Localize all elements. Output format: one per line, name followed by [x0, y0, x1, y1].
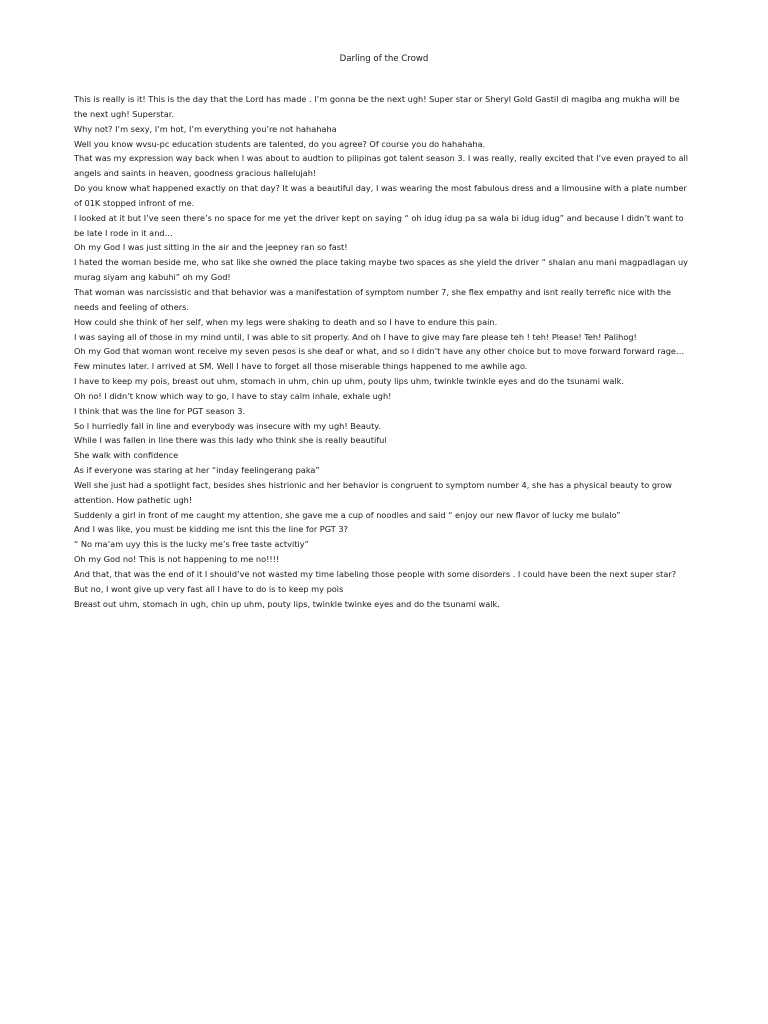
paragraph: “ No ma’am uyy this is the lucky me’s free taste actvitiy” [74, 539, 309, 550]
paragraph: Why not? I’m sexy, I’m hot, I’m everything you’re not hahahaha [74, 123, 337, 134]
paragraph: Oh no! I didn’t know which way to go, I have to stay calm inhale, exhale ugh! [74, 390, 392, 401]
paragraph: I have to keep my pois, breast out uhm, stomach in uhm, chin up uhm, pouty lips uhm, twinkle twinkle eyes and do the tsunami walk. [74, 376, 624, 387]
paragraph: I looked at it but I’ve seen there’s no space for me yet the driver kept on saying “ oh idug idug pa sa wala bi idug idug” and because I didn’t want to be late I rode in it and… [74, 212, 684, 238]
document-body [74, 92, 688, 612]
paragraph: Few minutes later. I arrived at SM. Well I have to forget all those miserable things happened to me awhile ago. [74, 361, 528, 372]
paragraph: She walk with confidence [74, 450, 179, 461]
paragraph: But no, I wont give up very fast all I have to do is to keep my pois [74, 583, 344, 594]
paragraph: Well she just had a spotlight fact, besides shes histrionic and her behavior is congruent to symptom number 4, she has a physical beauty to grow attention. How pathetic ugh! [74, 479, 672, 505]
paragraph: I think that was the line for PGT season 3. [74, 405, 246, 416]
paragraph: While I was fallen in line there was this lady who think she is really beautiful [74, 435, 387, 446]
paragraph: Do you know what happened exactly on that day? It was a beautiful day, I was wearing the most fabulous dress and a limousine with a plate number of 01K stopped infront of me. [74, 183, 687, 208]
paragraph: Oh my God no! This is not happening to me no!!!! [74, 554, 280, 565]
paragraph: As if everyone was staring at her “inday feelingerang paka” [74, 465, 320, 476]
paragraph: That was my expression way back when I was about to audtion to pilipinas got talent season 3. I was really, really excited that I’ve even prayed to all angels and saints in heaven, goodness gracious hallelujah! [74, 153, 689, 179]
paragraph: I hated the woman beside me, who sat like she owned the place taking maybe two spaces as she yield the driver “ shalan anu mani magpadlagan uy murag siyam ang kabuhi” oh my God! [74, 257, 689, 283]
document-title: Darling of the Crowd [339, 54, 429, 64]
paragraph: How could she think of her self, when my legs were shaking to death and so I have to endure this pain. [74, 316, 498, 327]
paragraph: That woman was narcissistic and that behavior was a manifestation of symptom number 7, she flex empathy and isnt really terrefic nice with the needs and feeling of others. [74, 286, 672, 312]
paragraph: Suddenly a girl in front of me caught my attention, she gave me a cup of noodles and said “ enjoy our new flavor of lucky me bulalo” [74, 509, 621, 520]
paragraph: This is really is it! This is the day that the Lord has made . I’m gonna be the next ugh! Super star or Sheryl Gold Gastil di magiba ang mukha will be the next ugh! Superstar. [74, 94, 680, 119]
paragraph: Oh my God I was just sitting in the air and the jeepney ran so fast! [74, 242, 348, 253]
paragraph: And I was like, you must be kidding me isnt this the line for PGT 3? [74, 524, 348, 535]
paragraph: And that, that was the end of it I should’ve not wasted my time labeling those people with some disorders . I could have been the next super star? [74, 569, 677, 579]
paragraph: So I hurriedly fall in line and everybody was insecure with my ugh! Beauty. [74, 420, 381, 431]
paragraph: Well you know wvsu-pc education students are talented, do you agree? Of course you do hahahaha. [74, 138, 486, 149]
paragraph: Oh my God that woman wont receive my seven pesos is she deaf or what, and so I didn’t have any other choice but to move forward forward rage… [74, 346, 685, 357]
paragraph: Breast out uhm, stomach in ugh, chin up uhm, pouty lips, twinkle twinke eyes and do the tsunami walk. [74, 598, 500, 609]
paragraph: I was saying all of those in my mind until, I was able to sit properly. And oh I have to give may fare please teh ! teh! Please! Teh! Palihog! [74, 331, 637, 342]
